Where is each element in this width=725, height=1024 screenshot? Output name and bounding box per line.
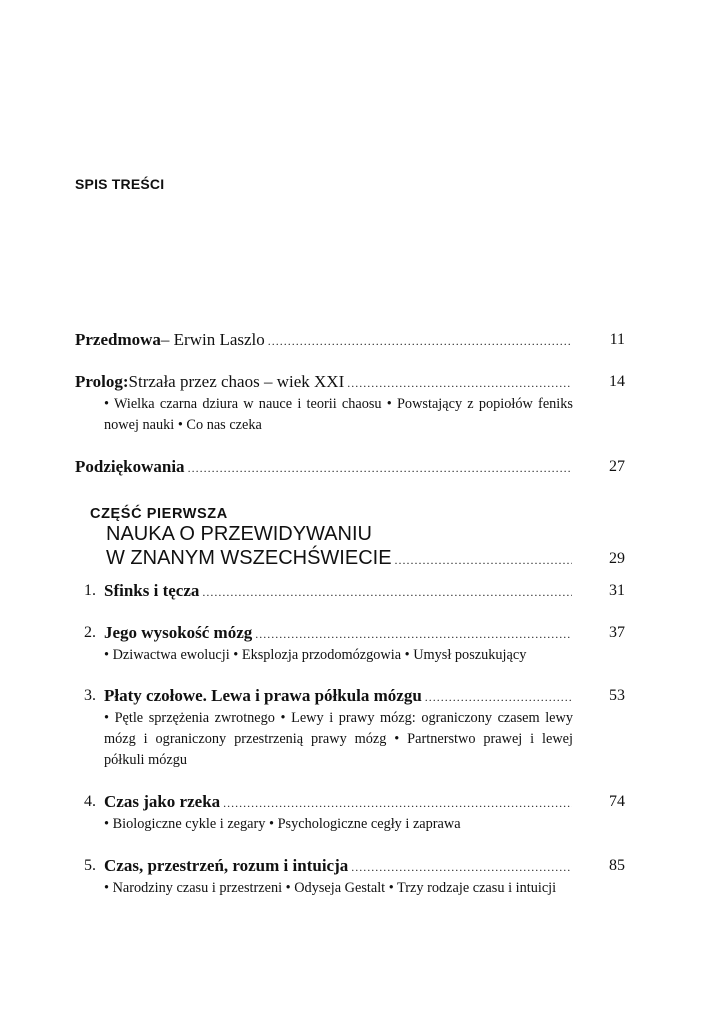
dot-leader [351,856,572,878]
chapter-number: 2. [84,624,96,641]
dot-leader [268,330,572,352]
page-number: 11 [609,331,625,348]
dot-leader [395,548,572,572]
dot-leader [223,792,572,814]
chapter-title: Jego wysokość mózg [104,623,253,642]
chapter-title: Czas jako rzeka [104,792,221,811]
page-number: 53 [609,687,625,704]
page-number: 31 [609,582,625,599]
chapter-title: Płaty czołowe. Lewa i prawa półkula mózgu [104,686,422,705]
entry-subtopics: • Wielka czarna dziura w nauce i teorii chaosu • Powstający z popiołów feniks nowej nauki • Co nas czeka [104,396,573,433]
chapter-number: 1. [84,582,96,599]
page-number: 74 [609,793,625,810]
chapter-number: 4. [84,793,96,810]
page-number: 14 [609,373,625,390]
entry-title: Podziękowania [75,457,185,476]
page-title: SPIS TREŚCI [75,176,165,192]
dot-leader [202,581,572,603]
chapter-title: Sfinks i tęcza [104,581,200,600]
dot-leader [347,372,572,394]
part-title-line2: W ZNANYM WSZECHŚWIECIE [106,547,392,569]
chapter-subtopics: • Pętle sprzężenia zwrotnego • Lewy i prawy mózg: ograniczony czasem lewy mózg i ograniczony przestrzenią prawy mózg • Partnerstwo prawej i lewej półkuli mózgu [104,710,573,768]
entry-title: Przedmowa [75,330,161,349]
dot-leader [425,686,572,708]
page-number: 37 [609,624,625,641]
page-number: 27 [609,458,625,475]
entry-author: – Erwin Laszlo [160,330,265,349]
entry-subtitle: Strzała przez chaos – wiek XXI [128,372,345,391]
chapter-subtopics: • Dziwactwa ewolucji • Eksplozja przodomózgowia • Umysł poszukujący [104,647,527,663]
page-number: 85 [609,857,625,874]
entry-title: Prolog: [75,372,129,391]
chapter-subtopics: • Biologiczne cykle i zegary • Psychologiczne cegły i zaprawa [104,816,461,832]
part-title-line1: NAUKA O PRZEWIDYWANIU [106,523,372,545]
chapter-number: 5. [84,857,96,874]
chapter-subtopics: • Narodziny czasu i przestrzeni • Odyseja Gestalt • Trzy rodzaje czasu i intuicji [104,880,557,896]
dot-leader [188,457,572,479]
page-number: 29 [609,550,625,567]
chapter-number: 3. [84,687,96,704]
chapter-title: Czas, przestrzeń, rozum i intuicja [104,856,349,875]
dot-leader [255,623,572,645]
part-label: CZĘŚĆ PIERWSZA [90,506,228,522]
